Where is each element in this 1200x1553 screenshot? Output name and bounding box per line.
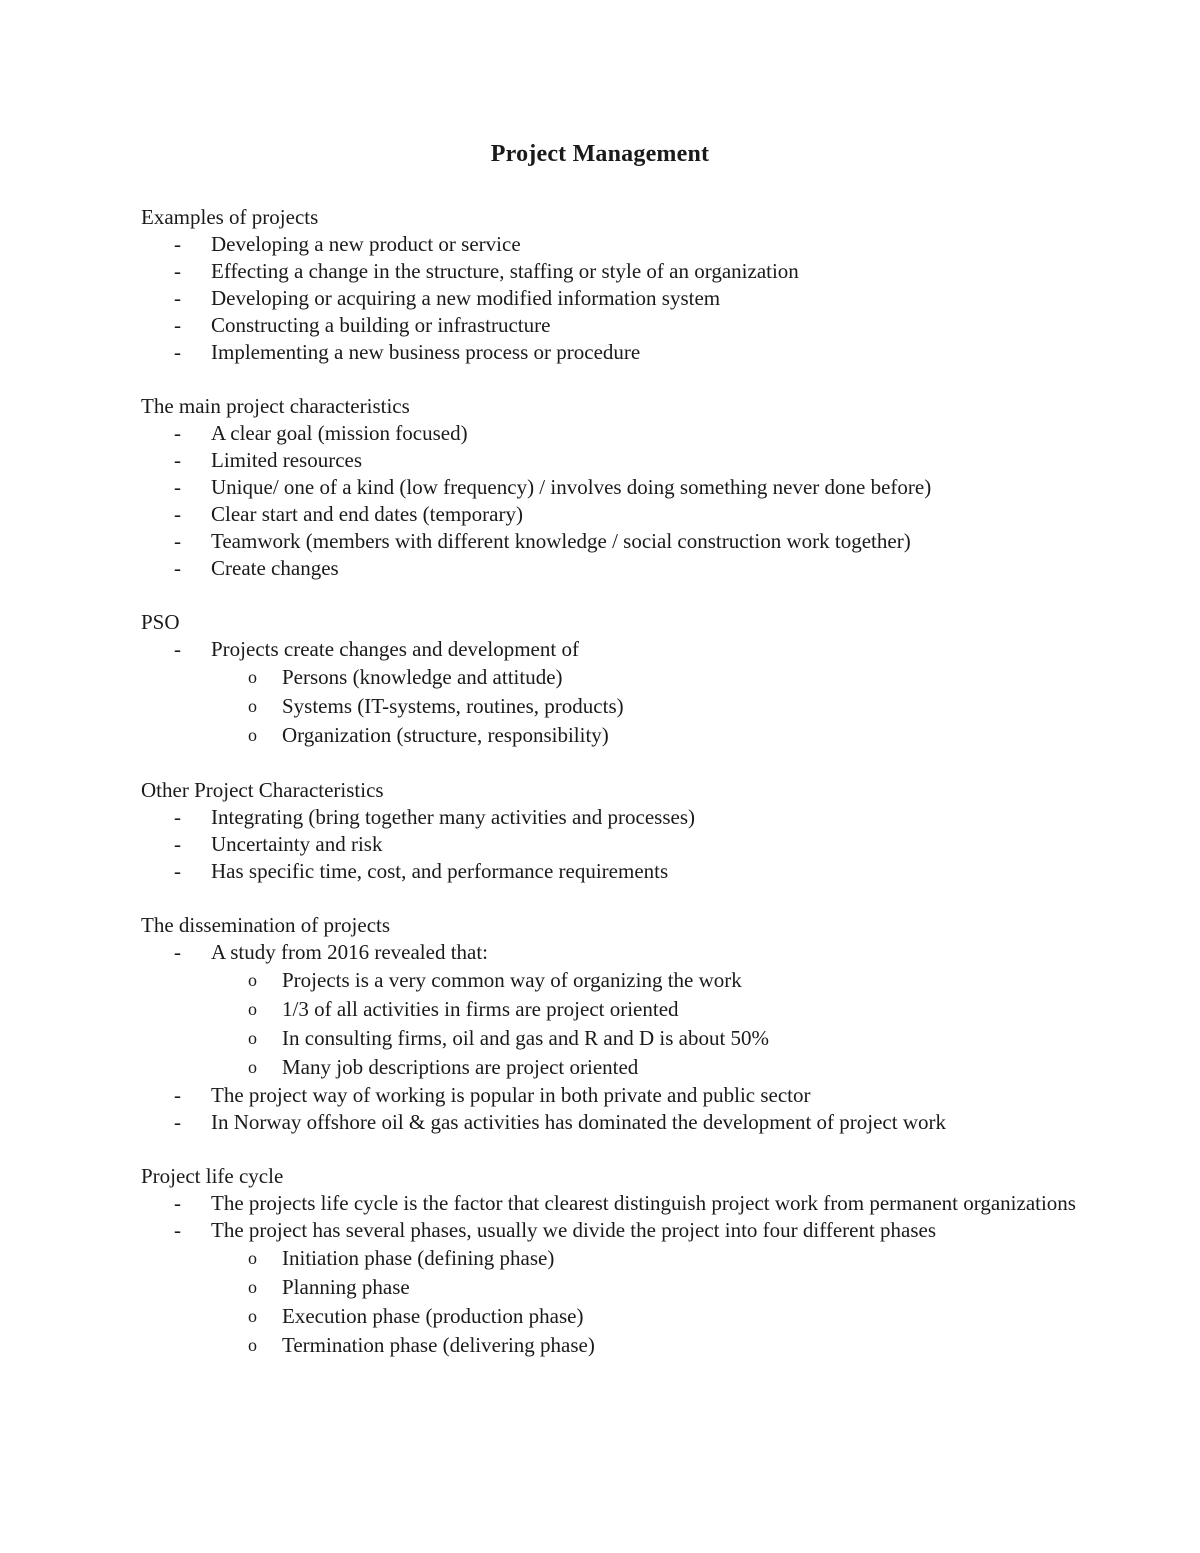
circle-bullet-icon: o bbox=[248, 1028, 257, 1048]
dash-bullet-icon: - bbox=[174, 940, 181, 964]
dash-bullet-icon: - bbox=[174, 859, 181, 883]
sub-list-item-text: Projects is a very common way of organizing the work bbox=[282, 968, 742, 992]
circle-bullet-icon: o bbox=[248, 999, 257, 1019]
sub-bullet-list bbox=[141, 966, 1081, 1082]
list-item-text: Has specific time, cost, and performance requirements bbox=[211, 859, 669, 883]
list-item bbox=[141, 339, 1081, 366]
list-item bbox=[141, 312, 1081, 339]
list-item bbox=[141, 804, 1081, 831]
sub-list-item bbox=[141, 692, 1081, 721]
sub-list-item-text: Planning phase bbox=[282, 1275, 410, 1299]
list-item-text: Unique/ one of a kind (low frequency) / involves doing something never done before) bbox=[211, 475, 932, 499]
circle-bullet-icon: o bbox=[248, 667, 257, 687]
sub-list-item bbox=[141, 1273, 1081, 1302]
list-item bbox=[141, 858, 1081, 885]
sub-list-item-text: Many job descriptions are project oriented bbox=[282, 1055, 639, 1079]
document-section bbox=[141, 204, 1081, 366]
dash-bullet-icon: - bbox=[174, 232, 181, 256]
dash-bullet-icon: - bbox=[174, 529, 181, 553]
dash-bullet-icon: - bbox=[174, 1083, 181, 1107]
circle-bullet-icon: o bbox=[248, 970, 257, 990]
list-item-text: Implementing a new business process or procedure bbox=[211, 340, 641, 364]
dash-bullet-icon: - bbox=[174, 556, 181, 580]
list-item-text: In Norway offshore oil & gas activities has dominated the development of project work bbox=[211, 1110, 946, 1134]
circle-bullet-icon: o bbox=[248, 1335, 257, 1355]
list-item bbox=[141, 1217, 1081, 1244]
list-item bbox=[141, 231, 1081, 258]
dash-bullet-icon: - bbox=[174, 637, 181, 661]
dash-bullet-icon: - bbox=[174, 421, 181, 445]
list-item-text: The project has several phases, usually we divide the project into four different phases bbox=[211, 1218, 937, 1242]
list-item bbox=[141, 1190, 1081, 1217]
bullet-list bbox=[141, 1190, 1081, 1360]
list-item-text: The project way of working is popular in both private and public sector bbox=[211, 1083, 811, 1107]
document-section bbox=[141, 777, 1081, 885]
sub-list-item bbox=[141, 1302, 1081, 1331]
dash-bullet-icon: - bbox=[174, 313, 181, 337]
list-item bbox=[141, 831, 1081, 858]
circle-bullet-icon: o bbox=[248, 1306, 257, 1326]
bullet-list bbox=[141, 420, 1081, 582]
circle-bullet-icon: o bbox=[248, 696, 257, 716]
sub-list-item bbox=[141, 1244, 1081, 1273]
sub-list-item bbox=[141, 721, 1081, 750]
dash-bullet-icon: - bbox=[174, 286, 181, 310]
dash-bullet-icon: - bbox=[174, 475, 181, 499]
list-item-text: Developing a new product or service bbox=[211, 232, 521, 256]
list-item-text: Developing or acquiring a new modified information system bbox=[211, 286, 721, 310]
section-heading: The main project characteristics bbox=[141, 394, 410, 418]
list-item-text: Limited resources bbox=[211, 448, 363, 472]
list-item-text: Projects create changes and development of bbox=[211, 637, 579, 661]
sub-list-item-text: Persons (knowledge and attitude) bbox=[282, 665, 563, 689]
list-item bbox=[141, 939, 1081, 966]
dash-bullet-icon: - bbox=[174, 1191, 181, 1215]
list-item bbox=[141, 474, 1081, 501]
dash-bullet-icon: - bbox=[174, 1218, 181, 1242]
sub-list-item bbox=[141, 995, 1081, 1024]
sub-list-item bbox=[141, 1331, 1081, 1360]
section-heading: PSO bbox=[141, 610, 180, 634]
circle-bullet-icon: o bbox=[248, 1057, 257, 1077]
list-item bbox=[141, 1109, 1081, 1136]
document-section bbox=[141, 1163, 1081, 1360]
dash-bullet-icon: - bbox=[174, 832, 181, 856]
circle-bullet-icon: o bbox=[248, 725, 257, 745]
bullet-list bbox=[141, 636, 1081, 750]
list-item bbox=[141, 501, 1081, 528]
list-item-text: Uncertainty and risk bbox=[211, 832, 383, 856]
list-item-text: Teamwork (members with different knowledge / social construction work together) bbox=[211, 529, 911, 553]
list-item bbox=[141, 1082, 1081, 1109]
document-section bbox=[141, 609, 1081, 750]
dash-bullet-icon: - bbox=[174, 259, 181, 283]
sub-list-item bbox=[141, 1053, 1081, 1082]
sub-list-item bbox=[141, 966, 1081, 995]
sub-list-item-text: Termination phase (delivering phase) bbox=[282, 1333, 595, 1357]
bullet-list bbox=[141, 939, 1081, 1136]
circle-bullet-icon: o bbox=[248, 1277, 257, 1297]
list-item-text: Create changes bbox=[211, 556, 339, 580]
section-heading: Examples of projects bbox=[141, 205, 319, 229]
sub-list-container bbox=[141, 663, 1081, 750]
list-item-text: Effecting a change in the structure, staffing or style of an organization bbox=[211, 259, 799, 283]
bullet-list bbox=[141, 231, 1081, 366]
list-item-text: The projects life cycle is the factor that clearest distinguish project work from permanent organizations bbox=[211, 1191, 1076, 1215]
dash-bullet-icon: - bbox=[174, 502, 181, 526]
dash-bullet-icon: - bbox=[174, 805, 181, 829]
list-item bbox=[141, 528, 1081, 555]
page-title: Project Management bbox=[490, 141, 710, 167]
list-item bbox=[141, 258, 1081, 285]
sub-bullet-list bbox=[141, 1244, 1081, 1360]
sub-list-item-text: Systems (IT-systems, routines, products) bbox=[282, 694, 624, 718]
sub-list-item-text: Organization (structure, responsibility) bbox=[282, 723, 609, 747]
dash-bullet-icon: - bbox=[174, 1110, 181, 1134]
list-item bbox=[141, 447, 1081, 474]
list-item bbox=[141, 285, 1081, 312]
list-item bbox=[141, 636, 1081, 663]
sub-list-item-text: Execution phase (production phase) bbox=[282, 1304, 584, 1328]
sub-list-item bbox=[141, 1024, 1081, 1053]
sub-list-container bbox=[141, 1244, 1081, 1360]
document-section bbox=[141, 912, 1081, 1136]
sub-list-item-text: 1/3 of all activities in firms are project oriented bbox=[282, 997, 679, 1021]
list-item-text: A study from 2016 revealed that: bbox=[211, 940, 489, 964]
list-item-text: Constructing a building or infrastructure bbox=[211, 313, 551, 337]
sub-bullet-list bbox=[141, 663, 1081, 750]
document-section bbox=[141, 393, 1081, 582]
bullet-list bbox=[141, 804, 1081, 885]
list-item bbox=[141, 420, 1081, 447]
list-item bbox=[141, 555, 1081, 582]
list-item-text: A clear goal (mission focused) bbox=[211, 421, 468, 445]
sub-list-item bbox=[141, 663, 1081, 692]
sub-list-item-text: In consulting firms, oil and gas and R and D is about 50% bbox=[282, 1026, 770, 1050]
sub-list-item-text: Initiation phase (defining phase) bbox=[282, 1246, 555, 1270]
document-body bbox=[141, 204, 1081, 1387]
list-item-text: Integrating (bring together many activities and processes) bbox=[211, 805, 696, 829]
sub-list-container bbox=[141, 966, 1081, 1082]
section-heading: The dissemination of projects bbox=[141, 913, 391, 937]
dash-bullet-icon: - bbox=[174, 340, 181, 364]
section-heading: Project life cycle bbox=[141, 1164, 284, 1188]
dash-bullet-icon: - bbox=[174, 448, 181, 472]
list-item-text: Clear start and end dates (temporary) bbox=[211, 502, 523, 526]
section-heading: Other Project Characteristics bbox=[141, 778, 384, 802]
circle-bullet-icon: o bbox=[248, 1248, 257, 1268]
